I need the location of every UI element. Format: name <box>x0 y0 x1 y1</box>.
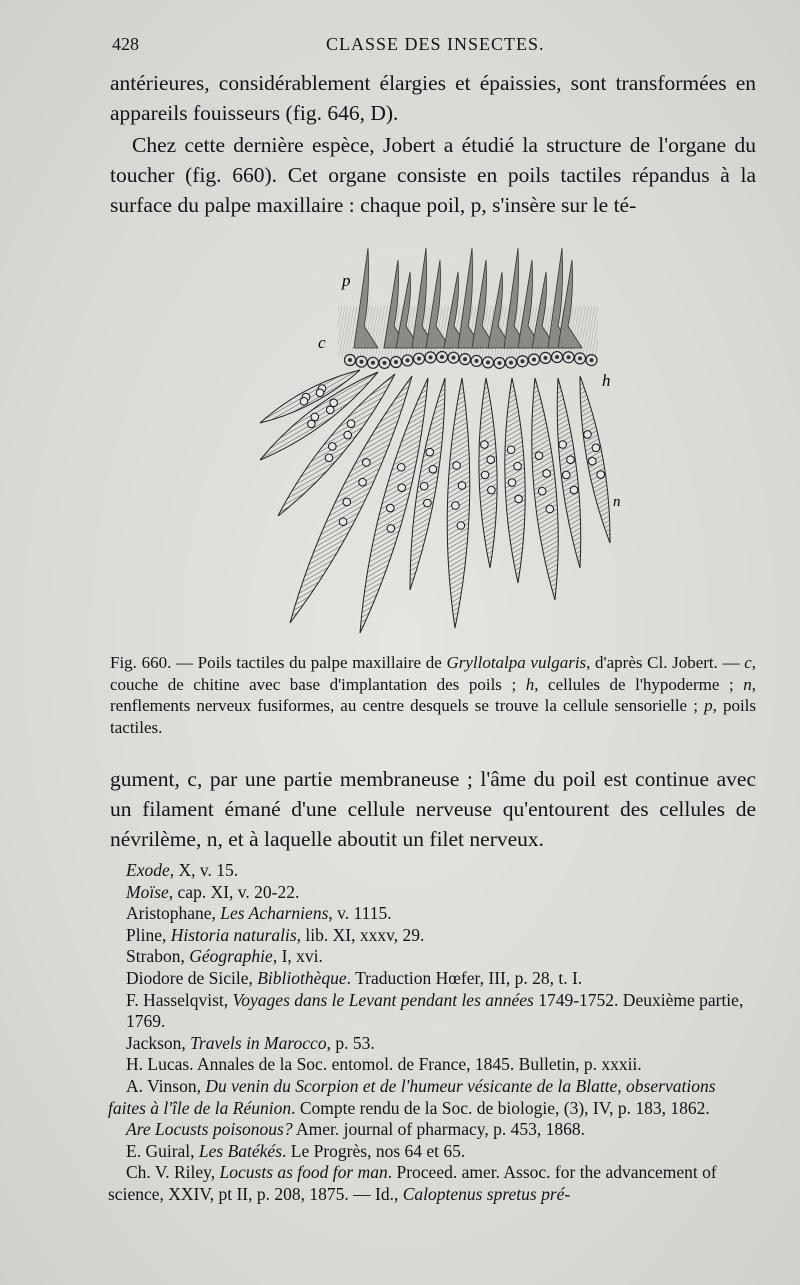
caption-text: , d'après Cl. Jobert. — <box>586 653 745 672</box>
sensory-cell <box>311 413 319 421</box>
sensory-cell <box>514 462 522 470</box>
sensory-cell <box>535 452 543 460</box>
sensory-cell <box>546 505 554 513</box>
reference-i: Voyages dans le Levant pendant les années <box>232 989 534 1010</box>
reference-entry <box>108 1076 754 1119</box>
cell-nucleus <box>578 356 582 360</box>
paragraph-1: antérieures, considérablement élargies et épaissies, sont transformées en appareils fouisseurs (fig. 646, D). <box>110 71 756 125</box>
reference-b: , cap. XI, v. 20-22. <box>168 881 300 902</box>
page-header <box>112 34 752 58</box>
cell-nucleus <box>371 361 375 365</box>
sensory-cell <box>387 504 395 512</box>
reference-b: , X, v. 15. <box>169 860 239 880</box>
cell-nucleus <box>394 360 398 364</box>
sensory-cell <box>316 389 324 397</box>
running-title: CLASSE DES INSECTES. <box>326 34 545 54</box>
reference-entry <box>108 925 754 947</box>
reference-entry <box>108 946 754 968</box>
page-number: 428 <box>112 34 139 54</box>
reference-i: Bibliothèque <box>257 967 347 988</box>
cell-nucleus <box>498 361 502 365</box>
sensory-cell <box>329 443 337 451</box>
cell-nucleus <box>521 359 525 363</box>
cell-nucleus <box>486 360 490 364</box>
sensory-cell <box>543 470 551 478</box>
cell-nucleus <box>509 361 513 365</box>
sensory-cell <box>597 471 605 479</box>
reference-a: Jackson, <box>126 1032 191 1053</box>
cell-nucleus <box>440 355 444 359</box>
reference-a: Strabon, <box>126 946 190 967</box>
sensory-cell <box>452 502 460 510</box>
reference-b: . Compte rendu de la Soc. de biologie, (3), IV, p. 183, 1862. <box>291 1097 710 1118</box>
reference-i: Les Acharniens <box>220 903 329 924</box>
sensory-cell <box>300 397 308 405</box>
sensory-cell <box>559 441 567 449</box>
sensory-cell <box>398 484 406 492</box>
label-h: h <box>602 371 611 390</box>
reference-entry <box>108 1119 754 1141</box>
reference-i: Locusts as food for man <box>219 1162 388 1183</box>
sensory-cell <box>429 465 437 473</box>
caption-letter: p <box>704 696 713 715</box>
reference-entry <box>108 990 754 1033</box>
sensory-cell <box>325 454 333 462</box>
sensory-cell <box>339 518 347 526</box>
label-n: n <box>613 494 621 510</box>
cell-nucleus <box>429 355 433 359</box>
reference-b: . Traduction Hœfer, III, p. 28, t. I. <box>346 967 583 988</box>
caption-species: Gryllotalpa vulgaris <box>446 653 587 672</box>
sensory-cell <box>330 399 338 407</box>
paragraph-bottom <box>110 764 756 854</box>
sensory-cell <box>481 441 489 449</box>
reference-i: Moïse <box>126 881 169 902</box>
reference-entry <box>108 1033 754 1055</box>
reference-a: E. Guiral, <box>126 1140 199 1161</box>
sensory-cell <box>458 482 466 490</box>
reference-b: . Proceed. amer. Assoc. for the advancement of science, XXIV, pt II, p. 208, 1875. — Id., <box>108 1162 717 1204</box>
sensory-cell <box>453 462 461 470</box>
cell-nucleus <box>544 356 548 360</box>
reference-b: Amer. journal of pharmacy, p. 453, 1868. <box>292 1119 586 1140</box>
caption-letter: n <box>743 674 752 694</box>
reference-i: Géographie <box>189 946 273 967</box>
sensory-cell <box>426 448 434 456</box>
sensory-cell <box>359 478 367 486</box>
label-p: p <box>342 271 351 290</box>
caption-text: , renflements nerveux fusiformes, au centre desquels se trouve la cellule sensorielle ; <box>110 674 756 715</box>
caption-fig-ref: Fig. 660. — <box>110 653 198 672</box>
sensory-cell <box>487 456 495 464</box>
sensory-cell <box>457 522 465 530</box>
reference-i: Exode <box>126 860 170 880</box>
sensory-cell <box>363 459 371 467</box>
caption-text: , poils tactiles. <box>110 696 757 737</box>
reference-a: Pline, <box>126 924 171 945</box>
sensory-cell <box>424 499 432 507</box>
reference-a: A. Vinson, <box>126 1075 206 1096</box>
reference-b: , v. 1115. <box>328 903 392 924</box>
reference-i: Du venin du Scorpion et de l'humeur vésicante de la Blatte, observations faites à l'île de la Réunion <box>108 1075 716 1118</box>
reference-i2: Caloptenus spretus pré- <box>402 1183 571 1204</box>
cell-nucleus <box>417 357 421 361</box>
cell-nucleus <box>452 356 456 360</box>
reference-entry <box>108 903 754 925</box>
cell-nucleus <box>348 358 352 362</box>
figure-660 <box>250 238 630 638</box>
reference-a: F. Hasselqvist, <box>126 989 233 1010</box>
reference-entry <box>108 1054 754 1076</box>
sensory-cell <box>584 431 592 439</box>
cell-nucleus <box>406 358 410 362</box>
sensory-cell <box>326 406 334 414</box>
nerve-swellings <box>260 370 610 633</box>
sensory-cell <box>515 495 523 503</box>
sensory-cell <box>420 482 428 490</box>
reference-i: Les Batékés <box>198 1140 283 1161</box>
reference-i: Travels in Marocco <box>190 1032 327 1053</box>
sensory-cell <box>397 463 405 471</box>
sensory-cell <box>538 487 546 495</box>
cell-nucleus <box>383 361 387 365</box>
reference-b: 1749-1752. Deuxième partie, 1769. <box>126 989 744 1032</box>
label-c: c <box>318 333 326 352</box>
reference-i: Historia naturalis <box>170 924 297 945</box>
reference-entry <box>108 968 754 990</box>
sensory-cell <box>507 446 515 454</box>
sensory-cell <box>343 498 351 506</box>
cell-nucleus <box>475 359 479 363</box>
reference-entry <box>108 1141 754 1163</box>
cell-nucleus <box>463 357 467 361</box>
sensory-cell <box>508 479 516 487</box>
sensory-cell <box>481 471 489 479</box>
cell-nucleus <box>532 357 536 361</box>
sensory-cell <box>562 471 570 479</box>
figure-caption <box>110 652 756 738</box>
cell-nucleus <box>360 360 364 364</box>
caption-text: Poils tactiles du palpe maxillaire de <box>197 653 447 672</box>
reference-b: , p. 53. <box>326 1032 375 1053</box>
reference-a: Ch. V. Riley, <box>126 1162 220 1183</box>
caption-letter: h <box>525 674 535 694</box>
reference-entry <box>108 882 754 904</box>
sensory-cell <box>589 457 597 465</box>
sensory-cell <box>387 525 395 533</box>
reference-entry <box>108 860 754 882</box>
sensory-cell <box>344 431 352 439</box>
caption-letter: c <box>744 653 752 672</box>
sensory-cell <box>570 486 578 494</box>
reference-entry <box>108 1162 754 1205</box>
cell-nucleus <box>590 358 594 362</box>
reference-b: . Le Progrès, nos 64 et 65. <box>282 1140 466 1161</box>
paragraph-3: gument, c, par une partie membraneuse ; l'âme du poil est continue avec un filament émané d'une cellule nerveuse qu'entourent des cellules de névrilème, n, et à laquelle aboutit un filet nerveux. <box>110 767 756 851</box>
reference-a: H. Lucas. Annales de la Soc. entomol. de France, 1845. Bulletin, p. xxxii. <box>126 1054 642 1075</box>
sensory-cell <box>567 456 575 464</box>
paragraph-2: Chez cette dernière espèce, Jobert a étudié la structure de l'organe du toucher (fig. 660). Cet organe consiste en poils tactiles répandus à la surface du palpe maxillaire : chaque poil, p, s'insère sur le té- <box>110 133 756 217</box>
bibliography <box>108 860 754 1206</box>
sensory-cell <box>308 420 316 428</box>
caption-text: , couche de chitine avec base d'implantation des poils ; <box>110 653 756 694</box>
reference-a: Aristophane, <box>126 903 221 924</box>
sensory-cell <box>488 486 496 494</box>
reference-b: , I, xvi. <box>272 946 323 967</box>
cell-nucleus <box>555 355 559 359</box>
reference-b: , lib. XI, xxxv, 29. <box>296 924 425 945</box>
reference-i: Are Locusts poisonous? <box>126 1119 293 1140</box>
paragraph-top <box>110 68 756 220</box>
sensory-cell <box>347 420 355 428</box>
sensory-cell <box>592 444 600 452</box>
cell-nucleus <box>567 355 571 359</box>
reference-a: Diodore de Sicile, <box>126 967 258 988</box>
caption-text: , cellules de l'hypoderme ; <box>534 674 744 694</box>
